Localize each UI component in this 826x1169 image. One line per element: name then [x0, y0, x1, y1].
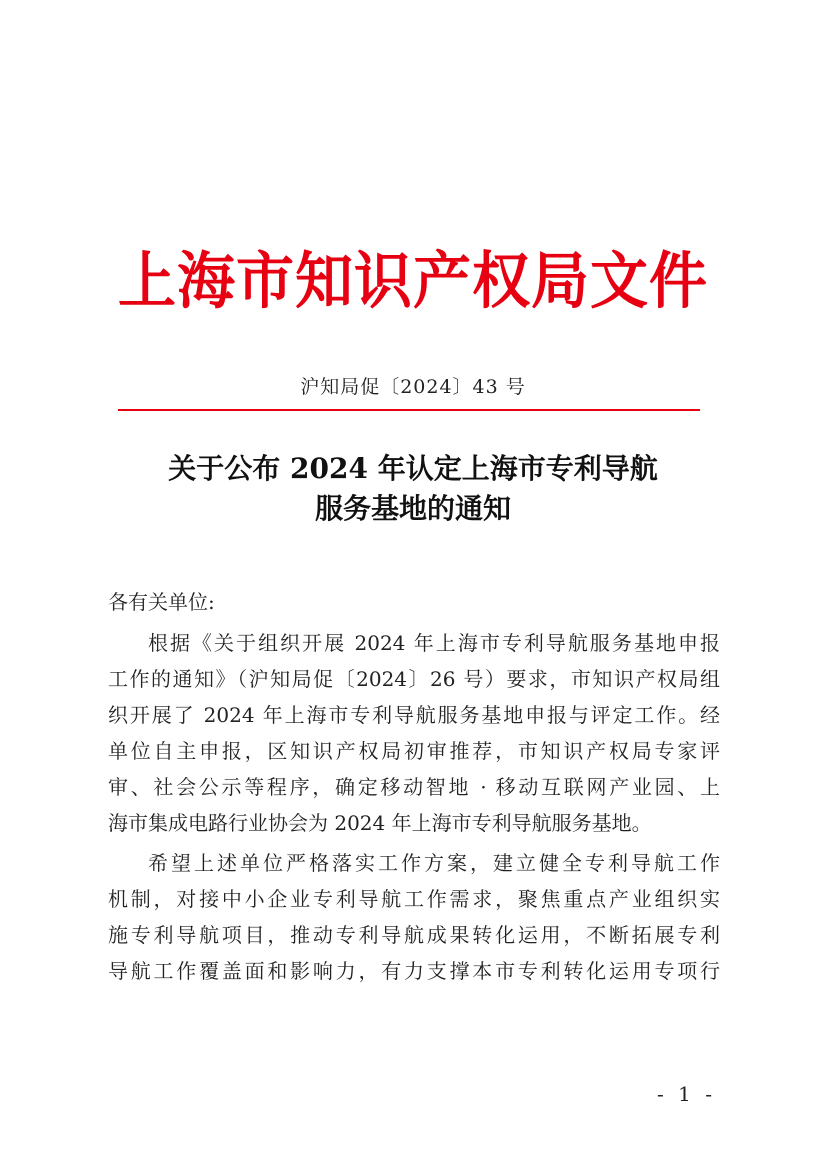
paragraph-line: 机制，对接中小企业专利导航工作需求，聚焦重点产业组织实 [108, 887, 720, 911]
paragraph-line: 根据《关于组织开展 2024 年上海市专利导航服务基地申报 [148, 631, 720, 655]
salutation: 各有关单位: [108, 590, 215, 614]
notice-title-line-2: 服务基地的通知 [314, 492, 511, 525]
page-number: - 1 - [657, 1082, 716, 1106]
paragraph-1 [108, 625, 720, 841]
document-number: 沪知局促〔2024〕43 号 [300, 376, 526, 398]
body-text [108, 625, 720, 989]
paragraph-2 [108, 845, 720, 989]
paragraph-line: 希望上述单位严格落实工作方案，建立健全专利导航工作 [148, 851, 720, 875]
paragraph-line: 导航工作覆盖面和影响力，有力支撑本市专利转化运用专项行 [108, 959, 720, 983]
paragraph-line: 织开展了 2024 年上海市专利导航服务基地申报与评定工作。经 [108, 703, 720, 727]
issuer-red-heading: 上海市知识产权局文件 [117, 244, 708, 318]
notice-title-line-1: 关于公布 2024 年认定上海市专利导航 [168, 452, 658, 485]
paragraph-line: 施专利导航项目，推动专利导航成果转化运用，不断拓展专利 [108, 923, 720, 947]
paragraph-line: 审、社会公示等程序，确定移动智地 · 移动互联网产业园、上 [108, 775, 720, 799]
paragraph-line: 海市集成电路行业协会为 2024 年上海市专利导航服务基地。 [108, 811, 652, 835]
paragraph-line: 工作的通知》（沪知局促〔2024〕26 号）要求，市知识产权局组 [108, 667, 720, 691]
paragraph-line: 单位自主申报，区知识产权局初审推荐，市知识产权局专家评 [108, 739, 720, 763]
notice-title [0, 449, 826, 529]
red-separator-line [118, 409, 700, 411]
